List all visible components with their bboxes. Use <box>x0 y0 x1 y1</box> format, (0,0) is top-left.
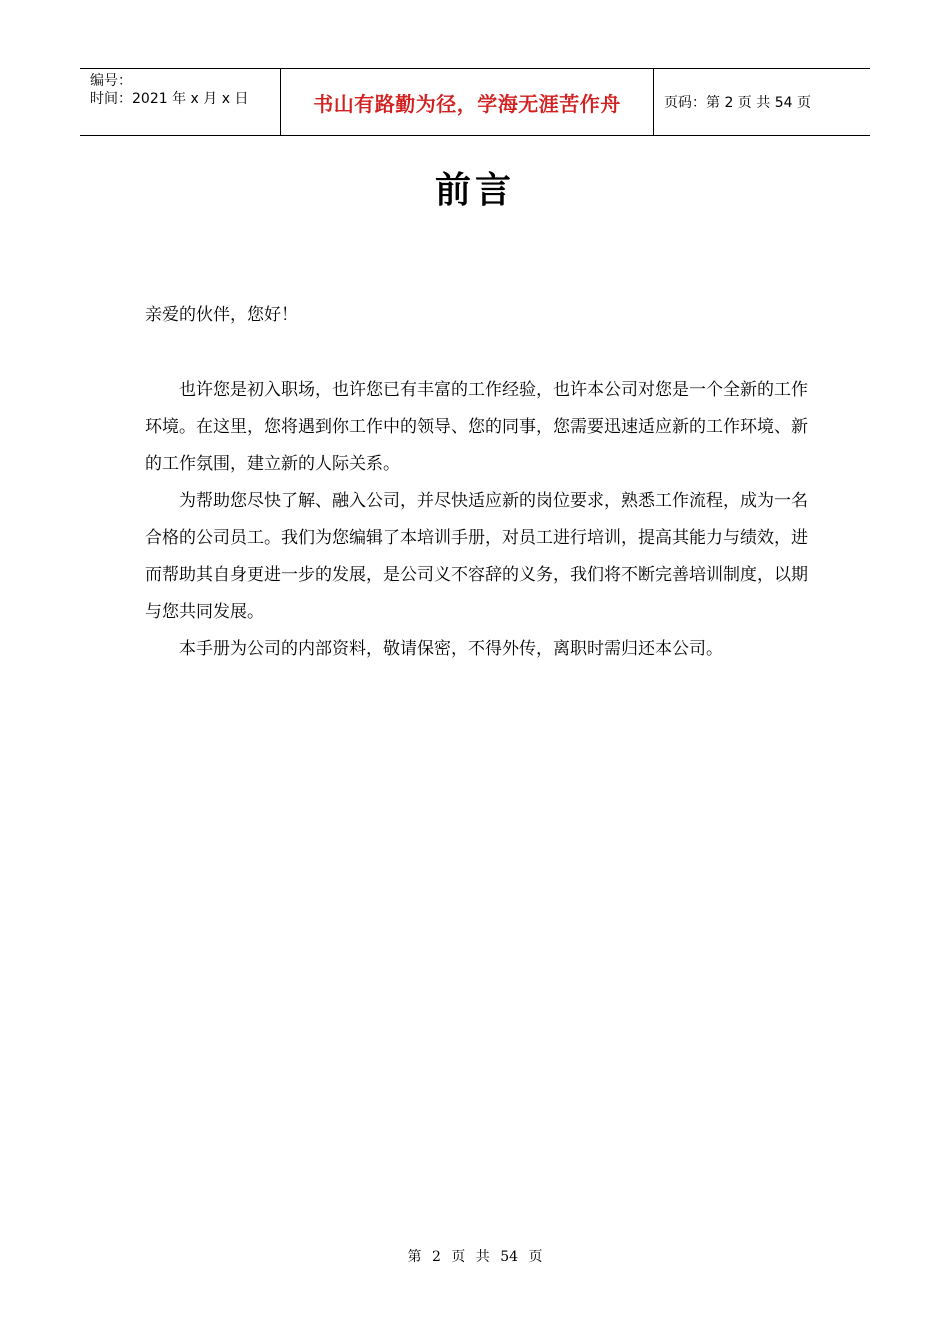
greeting: 亲爱的伙伴，您好！ <box>145 305 298 325</box>
paragraph-3: 本手册为公司的内部资料，敬请保密，不得外传，离职时需归还本公司。 <box>179 639 723 659</box>
document-body <box>145 300 815 668</box>
paragraph-2: 为帮助您尽快了解、融入公司，并尽快适应新的岗位要求，熟悉工作流程，成为一名合格的公司员工。我们为您编辑了本培训手册，对员工进行培训，提高其能力与绩效，进而帮助其自身更进一步的发展，是公司义不容辞的义务，我们将不断完善培训制度，以期与您共同发展。 <box>145 491 808 622</box>
header-page-info: 页码：第 2 页 共 54 页 <box>664 95 811 111</box>
document-number-label: 编号： <box>90 73 132 89</box>
page-footer: 第 2 页 共 54 页 <box>407 1249 543 1265</box>
document-header <box>80 68 870 136</box>
header-motto: 书山有路勤为径，学海无涯苦作舟 <box>281 69 654 135</box>
page-title: 前言 <box>434 169 515 211</box>
paragraph-1: 也许您是初入职场，也许您已有丰富的工作经验，也许本公司对您是一个全新的工作环境。在这里，您将遇到你工作中的领导、您的同事，您需要迅速适应新的工作环境、新的工作氛围，建立新的人际关系。 <box>145 380 808 474</box>
document-date: 时间：2021 年 x 月 x 日 <box>90 91 249 107</box>
header-meta-cell <box>80 69 281 135</box>
